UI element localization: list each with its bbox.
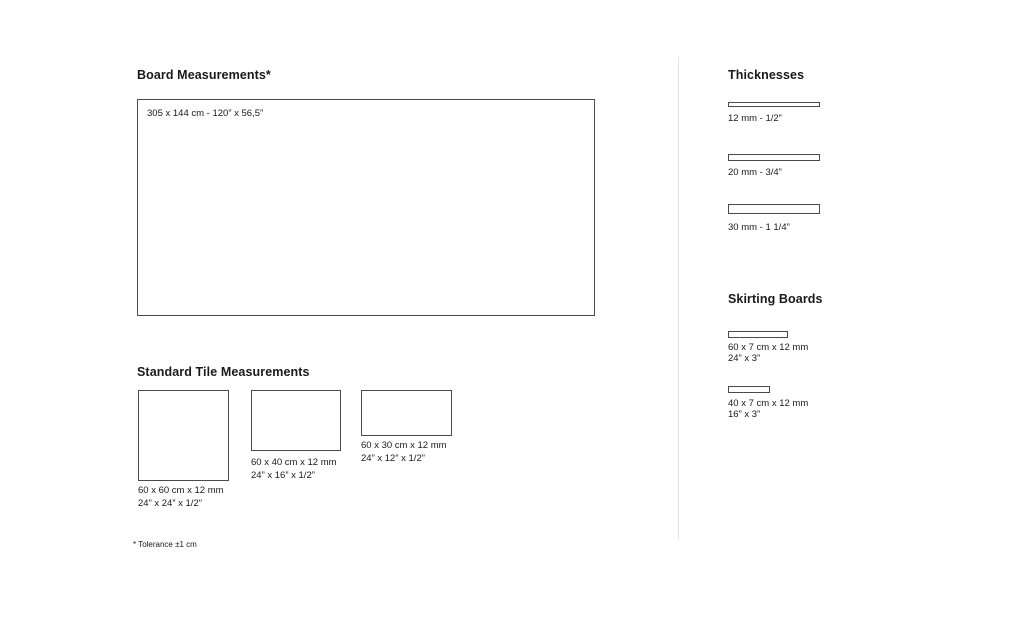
tile-60x40-metric: 60 x 40 cm x 12 mm — [251, 457, 337, 468]
thicknesses-title: Thicknesses — [728, 68, 805, 82]
tolerance-footnote: * Tolerance ±1 cm — [133, 540, 197, 549]
tiles-title: Standard Tile Measurements — [137, 365, 310, 379]
board-outline — [137, 99, 595, 316]
thickness-12mm-bar — [728, 102, 820, 107]
skirting-60cm-bar — [728, 331, 788, 338]
skirting-40cm-bar — [728, 386, 770, 393]
tile-60x40-imperial: 24” x 16” x 1/2” — [251, 470, 315, 481]
board-title: Board Measurements* — [137, 68, 271, 82]
tile-60x40-outline — [251, 390, 341, 451]
thickness-30mm-bar — [728, 204, 820, 214]
column-divider — [678, 57, 679, 539]
tile-60x60-outline — [138, 390, 229, 481]
skirting-40cm-metric: 40 x 7 cm x 12 mm — [728, 398, 809, 409]
skirting-40cm-imperial: 16” x 3” — [728, 409, 761, 420]
board-size-label: 305 x 144 cm - 120” x 56,5” — [147, 108, 264, 119]
tile-60x60-metric: 60 x 60 cm x 12 mm — [138, 485, 224, 496]
skirting-60cm-imperial: 24” x 3” — [728, 353, 761, 364]
thickness-20mm-label: 20 mm - 3/4” — [728, 167, 782, 178]
tile-60x30-metric: 60 x 30 cm x 12 mm — [361, 440, 447, 451]
tile-60x30-imperial: 24” x 12” x 1/2” — [361, 453, 425, 464]
thickness-12mm-label: 12 mm - 1/2” — [728, 113, 782, 124]
skirting-60cm-metric: 60 x 7 cm x 12 mm — [728, 342, 809, 353]
tile-60x30-outline — [361, 390, 452, 436]
skirting-title: Skirting Boards — [728, 292, 823, 306]
tile-60x60-imperial: 24” x 24” x 1/2” — [138, 498, 202, 509]
thickness-30mm-label: 30 mm - 1 1/4” — [728, 222, 790, 233]
thickness-20mm-bar — [728, 154, 820, 161]
